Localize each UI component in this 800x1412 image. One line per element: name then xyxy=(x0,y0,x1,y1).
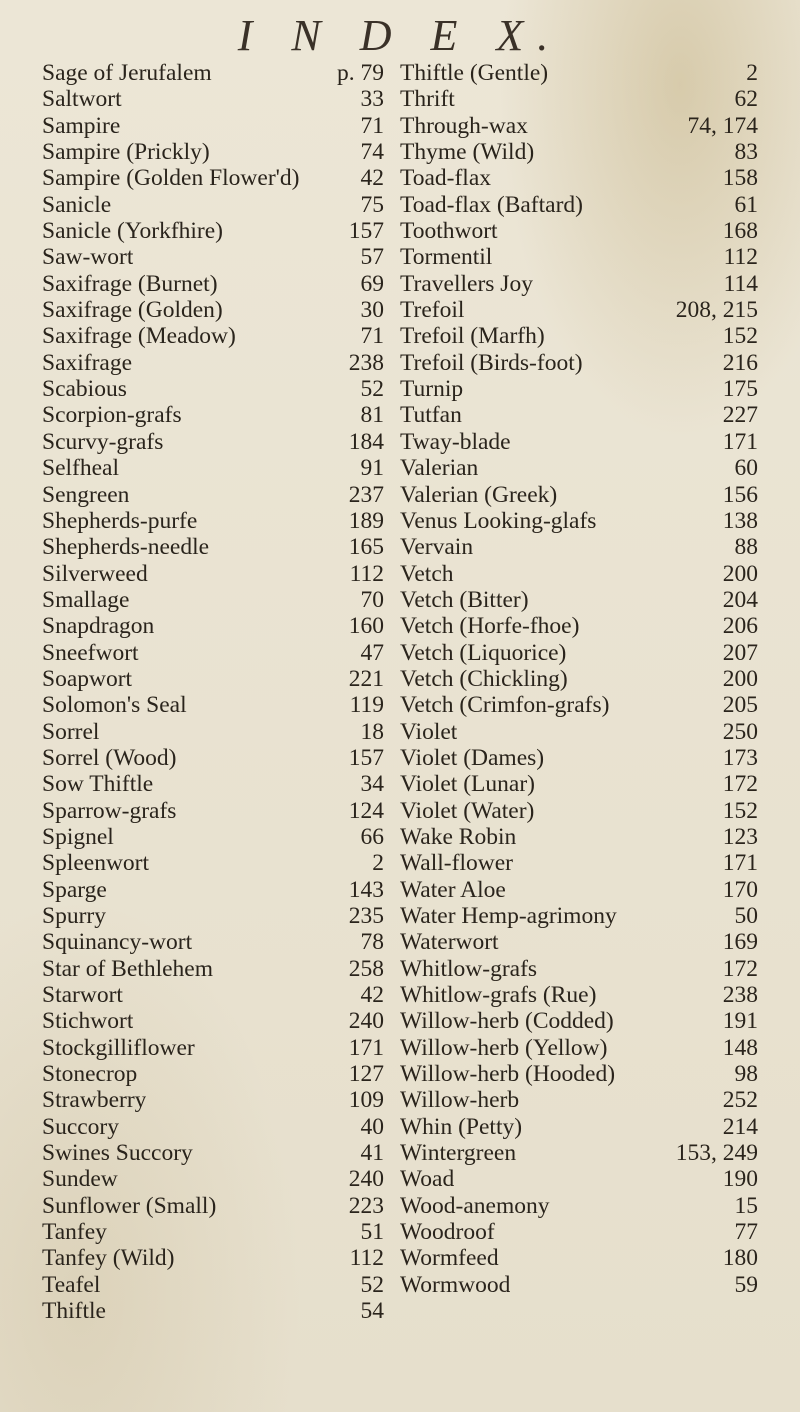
entry-term: Willow-herb (Yellow) xyxy=(400,1034,608,1061)
entry-term: Through-wax xyxy=(400,112,528,139)
index-entry xyxy=(400,376,758,402)
index-entry xyxy=(42,1114,384,1140)
entry-page-number: 59 xyxy=(734,1271,758,1298)
index-entry xyxy=(42,271,384,297)
entry-page-number: 33 xyxy=(360,86,384,113)
entry-term: Selfheal xyxy=(42,455,119,482)
index-entry xyxy=(42,244,384,270)
entry-page-number: 52 xyxy=(360,1271,384,1298)
index-entry xyxy=(400,929,758,955)
entry-term: Travellers Joy xyxy=(400,270,533,297)
entry-page-number: 41 xyxy=(360,1140,384,1167)
entry-page-number: 78 xyxy=(360,929,384,956)
index-entry xyxy=(400,745,758,771)
entry-term: Saltwort xyxy=(42,86,122,113)
entry-page-number: 143 xyxy=(348,876,384,903)
entry-page-number: 207 xyxy=(722,639,758,666)
entry-term: Shepherds-purfe xyxy=(42,507,198,534)
entry-page-number: 157 xyxy=(348,218,384,245)
index-entry xyxy=(42,587,384,613)
entry-page-number: 169 xyxy=(722,929,758,956)
entry-term: Sanicle xyxy=(42,191,112,218)
index-entry xyxy=(400,771,758,797)
entry-page-number: 124 xyxy=(348,797,384,824)
entry-term: Sundew xyxy=(42,1166,118,1193)
entry-term: Sampire (Prickly) xyxy=(42,139,210,166)
index-entry xyxy=(400,613,758,639)
index-entry xyxy=(42,60,384,86)
index-entry xyxy=(400,1114,758,1140)
entry-page-number: 109 xyxy=(348,1087,384,1114)
entry-term: Squinancy-wort xyxy=(42,929,193,956)
entry-term: Solomon's Seal xyxy=(42,692,187,719)
entry-term: Shepherds-needle xyxy=(42,534,210,561)
index-entry xyxy=(400,482,758,508)
entry-page-number: 34 xyxy=(360,771,384,798)
entry-term: Wintergreen xyxy=(400,1140,517,1167)
index-entry xyxy=(42,613,384,639)
index-entry xyxy=(42,402,384,428)
entry-page-number: 77 xyxy=(734,1219,758,1246)
entry-page-number: p. 79 xyxy=(337,60,384,86)
entry-term: Sunflower (Small) xyxy=(42,1192,217,1219)
entry-page-number: 153, 249 xyxy=(675,1140,758,1167)
entry-page-number: 200 xyxy=(722,665,758,692)
index-entry xyxy=(42,323,384,349)
entry-term: Scorpion-grafs xyxy=(42,402,182,429)
index-entry xyxy=(42,482,384,508)
entry-page-number: 148 xyxy=(722,1034,758,1061)
entry-page-number: 172 xyxy=(722,955,758,982)
entry-page-number: 75 xyxy=(360,191,384,218)
index-entry xyxy=(400,850,758,876)
index-column-right xyxy=(400,60,758,1298)
entry-term: Soapwort xyxy=(42,665,133,692)
entry-term: Water Aloe xyxy=(400,876,506,903)
index-entry xyxy=(42,692,384,718)
entry-term: Tormentil xyxy=(400,244,493,271)
index-entry xyxy=(400,455,758,481)
entry-page-number: 200 xyxy=(722,560,758,587)
entry-term: Willow-herb (Codded) xyxy=(400,1008,614,1035)
index-entry xyxy=(42,956,384,982)
index-entry xyxy=(400,60,758,86)
entry-term: Wormfeed xyxy=(400,1245,499,1272)
entry-page-number: 171 xyxy=(722,850,758,877)
entry-page-number: 171 xyxy=(348,1034,384,1061)
entry-page-number: 252 xyxy=(722,1087,758,1114)
entry-term: Swines Succory xyxy=(42,1140,193,1167)
entry-term: Valerian xyxy=(400,455,479,482)
entry-page-number: 61 xyxy=(734,191,758,218)
entry-term: Vetch (Chickling) xyxy=(400,665,568,692)
entry-page-number: 69 xyxy=(360,270,384,297)
entry-page-number: 237 xyxy=(348,481,384,508)
entry-term: Willow-herb xyxy=(400,1087,520,1114)
index-entry xyxy=(400,982,758,1008)
entry-term: Sparge xyxy=(42,876,107,903)
entry-term: Spleenwort xyxy=(42,850,150,877)
entry-term: Sorrel xyxy=(42,718,100,745)
entry-term: Teafel xyxy=(42,1271,101,1298)
entry-page-number: 60 xyxy=(734,455,758,482)
index-entry xyxy=(400,271,758,297)
index-entry xyxy=(400,86,758,112)
entry-page-number: 216 xyxy=(722,349,758,376)
entry-term: Vetch xyxy=(400,560,454,587)
entry-page-number: 81 xyxy=(360,402,384,429)
entry-term: Snapdragon xyxy=(42,613,155,640)
entry-page-number: 42 xyxy=(360,982,384,1009)
entry-page-number: 180 xyxy=(722,1245,758,1272)
entry-page-number: 189 xyxy=(348,507,384,534)
entry-page-number: 112 xyxy=(349,1245,384,1272)
index-entry xyxy=(400,323,758,349)
entry-term: Sneefwort xyxy=(42,639,139,666)
index-entry xyxy=(400,640,758,666)
entry-term: Woodroof xyxy=(400,1219,495,1246)
entry-page-number: 74 xyxy=(360,139,384,166)
entry-page-number: 98 xyxy=(734,1061,758,1088)
entry-page-number: 238 xyxy=(722,982,758,1009)
entry-term: Sage of Jerufalem xyxy=(42,60,212,86)
index-entry xyxy=(42,1035,384,1061)
entry-term: Turnip xyxy=(400,376,464,403)
entry-page-number: 172 xyxy=(722,771,758,798)
entry-page-number: 206 xyxy=(722,613,758,640)
index-entry xyxy=(42,1193,384,1219)
entry-page-number: 112 xyxy=(723,244,758,271)
index-entry xyxy=(42,666,384,692)
entry-page-number: 204 xyxy=(722,586,758,613)
index-entry xyxy=(42,429,384,455)
entry-page-number: 238 xyxy=(348,349,384,376)
entry-page-number: 235 xyxy=(348,903,384,929)
index-entry xyxy=(400,165,758,191)
index-entry xyxy=(400,534,758,560)
entry-page-number: 223 xyxy=(348,1192,384,1219)
index-entry xyxy=(42,218,384,244)
entry-page-number: 184 xyxy=(348,428,384,455)
entry-term: Willow-herb (Hooded) xyxy=(400,1061,616,1088)
entry-page-number: 40 xyxy=(360,1113,384,1140)
entry-term: Smallage xyxy=(42,586,130,613)
index-entry xyxy=(400,1272,758,1298)
entry-term: Violet (Water) xyxy=(400,797,535,824)
index-entry xyxy=(42,455,384,481)
entry-page-number: 205 xyxy=(722,692,758,719)
entry-page-number: 152 xyxy=(722,797,758,824)
entry-page-number: 190 xyxy=(722,1166,758,1193)
entry-page-number: 83 xyxy=(734,139,758,166)
entry-page-number: 208, 215 xyxy=(675,297,758,324)
entry-term: Valerian (Greek) xyxy=(400,481,558,508)
index-entry xyxy=(400,903,758,929)
index-entry xyxy=(400,587,758,613)
index-entry xyxy=(42,745,384,771)
entry-page-number: 157 xyxy=(348,744,384,771)
entry-term: Thiftle xyxy=(42,1298,106,1325)
index-entry xyxy=(42,877,384,903)
entry-term: Strawberry xyxy=(42,1087,147,1114)
index-entry xyxy=(400,666,758,692)
entry-term: Tanfey xyxy=(42,1219,107,1246)
entry-term: Stichwort xyxy=(42,1008,134,1035)
entry-term: Violet xyxy=(400,718,458,745)
index-entry xyxy=(400,192,758,218)
index-entry xyxy=(42,798,384,824)
entry-page-number: 156 xyxy=(722,481,758,508)
entry-term: Whitlow-grafs (Rue) xyxy=(400,982,597,1009)
index-entry xyxy=(42,1140,384,1166)
entry-term: Stonecrop xyxy=(42,1061,138,1088)
entry-term: Thrift xyxy=(400,86,455,113)
entry-page-number: 2 xyxy=(746,60,758,86)
entry-term: Sengreen xyxy=(42,481,130,508)
index-entry xyxy=(42,719,384,745)
entry-term: Wood-anemony xyxy=(400,1192,550,1219)
entry-page-number: 138 xyxy=(722,507,758,534)
index-entry xyxy=(42,534,384,560)
entry-term: Wall-flower xyxy=(400,850,513,877)
entry-page-number: 127 xyxy=(348,1061,384,1088)
entry-page-number: 114 xyxy=(723,270,758,297)
entry-term: Waterwort xyxy=(400,929,499,956)
index-column-left xyxy=(42,60,384,1325)
entry-page-number: 18 xyxy=(360,718,384,745)
index-entry xyxy=(42,508,384,534)
index-entry xyxy=(400,297,758,323)
entry-page-number: 170 xyxy=(722,876,758,903)
entry-term: Spurry xyxy=(42,903,106,929)
index-entry xyxy=(42,86,384,112)
entry-term: Violet (Dames) xyxy=(400,744,545,771)
entry-term: Vetch (Crimfon-grafs) xyxy=(400,692,610,719)
index-entry xyxy=(400,719,758,745)
index-entry xyxy=(400,1193,758,1219)
entry-page-number: 112 xyxy=(349,560,384,587)
entry-term: Succory xyxy=(42,1113,120,1140)
entry-term: Star of Bethlehem xyxy=(42,955,213,982)
entry-page-number: 70 xyxy=(360,586,384,613)
entry-page-number: 66 xyxy=(360,823,384,850)
index-entry xyxy=(42,929,384,955)
entry-page-number: 50 xyxy=(734,903,758,929)
index-entry xyxy=(42,982,384,1008)
entry-term: Spignel xyxy=(42,823,114,850)
index-entry xyxy=(42,113,384,139)
entry-page-number: 15 xyxy=(734,1192,758,1219)
index-entry xyxy=(42,640,384,666)
index-entry xyxy=(400,956,758,982)
entry-term: Toad-flax (Baftard) xyxy=(400,191,583,218)
entry-term: Wake Robin xyxy=(400,823,517,850)
entry-term: Wormwood xyxy=(400,1271,511,1298)
entry-page-number: 250 xyxy=(722,718,758,745)
entry-page-number: 57 xyxy=(360,244,384,271)
entry-page-number: 2 xyxy=(372,850,384,877)
entry-page-number: 88 xyxy=(734,534,758,561)
index-entry xyxy=(400,402,758,428)
entry-term: Vervain xyxy=(400,534,474,561)
index-entry xyxy=(42,1245,384,1271)
entry-page-number: 30 xyxy=(360,297,384,324)
entry-page-number: 52 xyxy=(360,376,384,403)
entry-term: Trefoil (Marfh) xyxy=(400,323,545,350)
index-entry xyxy=(42,297,384,323)
entry-term: Trefoil (Birds-foot) xyxy=(400,349,583,376)
entry-page-number: 47 xyxy=(360,639,384,666)
index-entry xyxy=(42,1219,384,1245)
entry-page-number: 191 xyxy=(722,1008,758,1035)
entry-term: Woad xyxy=(400,1166,455,1193)
entry-term: Vetch (Horfe-fhoe) xyxy=(400,613,580,640)
index-entry xyxy=(400,1035,758,1061)
entry-page-number: 258 xyxy=(348,955,384,982)
index-entry xyxy=(42,1272,384,1298)
entry-page-number: 123 xyxy=(722,823,758,850)
entry-page-number: 42 xyxy=(360,165,384,192)
index-entry xyxy=(400,877,758,903)
entry-term: Tanfey (Wild) xyxy=(42,1245,175,1272)
entry-page-number: 54 xyxy=(360,1298,384,1325)
entry-term: Saxifrage xyxy=(42,349,133,376)
entry-term: Saxifrage (Golden) xyxy=(42,297,223,324)
entry-term: Silverweed xyxy=(42,560,148,587)
entry-term: Thyme (Wild) xyxy=(400,139,535,166)
entry-page-number: 51 xyxy=(360,1219,384,1246)
index-entry xyxy=(42,850,384,876)
index-entry xyxy=(42,771,384,797)
index-entry xyxy=(400,1061,758,1087)
index-entry xyxy=(42,165,384,191)
entry-page-number: 91 xyxy=(360,455,384,482)
index-entry xyxy=(42,903,384,929)
entry-page-number: 168 xyxy=(722,218,758,245)
index-entry xyxy=(400,1245,758,1271)
entry-term: Whitlow-grafs xyxy=(400,955,538,982)
index-entry xyxy=(400,218,758,244)
index-entry xyxy=(400,798,758,824)
entry-term: Vetch (Bitter) xyxy=(400,586,529,613)
index-entry xyxy=(400,561,758,587)
entry-page-number: 240 xyxy=(348,1166,384,1193)
index-entry xyxy=(42,1087,384,1113)
index-entry xyxy=(42,350,384,376)
entry-page-number: 221 xyxy=(348,665,384,692)
entry-term: Saxifrage (Burnet) xyxy=(42,270,218,297)
index-entry xyxy=(42,1061,384,1087)
index-entry xyxy=(400,692,758,718)
index-entry xyxy=(400,244,758,270)
entry-term: Tway-blade xyxy=(400,428,511,455)
entry-page-number: 171 xyxy=(722,428,758,455)
entry-term: Violet (Lunar) xyxy=(400,771,535,798)
entry-page-number: 160 xyxy=(348,613,384,640)
index-entry xyxy=(42,824,384,850)
index-entry xyxy=(42,1298,384,1324)
entry-page-number: 71 xyxy=(360,323,384,350)
index-entry xyxy=(400,139,758,165)
entry-term: Sanicle (Yorkfhire) xyxy=(42,218,224,245)
index-entry xyxy=(400,1087,758,1113)
entry-term: Tutfan xyxy=(400,402,462,429)
entry-page-number: 152 xyxy=(722,323,758,350)
index-entry xyxy=(42,192,384,218)
entry-page-number: 74, 174 xyxy=(687,112,758,139)
entry-term: Scabious xyxy=(42,376,127,403)
page-header: I N D E X. xyxy=(237,11,563,60)
entry-term: Starwort xyxy=(42,982,123,1009)
entry-term: Saw-wort xyxy=(42,244,134,271)
entry-page-number: 71 xyxy=(360,112,384,139)
entry-term: Vetch (Liquorice) xyxy=(400,639,567,666)
index-entry xyxy=(400,508,758,534)
index-entry xyxy=(400,1140,758,1166)
index-entry xyxy=(400,1219,758,1245)
entry-term: Trefoil xyxy=(400,297,465,324)
entry-page-number: 175 xyxy=(722,376,758,403)
entry-page-number: 227 xyxy=(722,402,758,429)
index-entry xyxy=(400,350,758,376)
entry-page-number: 158 xyxy=(722,165,758,192)
index-entry xyxy=(400,113,758,139)
entry-term: Saxifrage (Meadow) xyxy=(42,323,236,350)
entry-term: Sampire xyxy=(42,112,121,139)
entry-term: Venus Looking-glafs xyxy=(400,507,597,534)
index-entry xyxy=(42,139,384,165)
entry-term: Whin (Petty) xyxy=(400,1113,523,1140)
index-entry xyxy=(400,824,758,850)
entry-page-number: 173 xyxy=(722,744,758,771)
entry-page-number: 240 xyxy=(348,1008,384,1035)
entry-term: Sow Thiftle xyxy=(42,771,154,798)
entry-term: Sparrow-grafs xyxy=(42,797,177,824)
entry-term: Stockgilliflower xyxy=(42,1034,195,1061)
entry-page-number: 119 xyxy=(349,692,384,719)
index-entry xyxy=(400,1008,758,1034)
entry-term: Sampire (Golden Flower'd) xyxy=(42,165,300,192)
index-entry xyxy=(400,1166,758,1192)
index-entry xyxy=(400,429,758,455)
entry-page-number: 62 xyxy=(734,86,758,113)
index-entry xyxy=(42,1008,384,1034)
index-entry xyxy=(42,1166,384,1192)
entry-term: Sorrel (Wood) xyxy=(42,744,177,771)
index-entry xyxy=(42,561,384,587)
entry-page-number: 214 xyxy=(722,1113,758,1140)
entry-term: Toad-flax xyxy=(400,165,492,192)
entry-page-number: 165 xyxy=(348,534,384,561)
entry-term: Water Hemp-agrimony xyxy=(400,903,617,929)
entry-term: Toothwort xyxy=(400,218,498,245)
index-entry xyxy=(42,376,384,402)
entry-term: Scurvy-grafs xyxy=(42,428,164,455)
entry-term: Thiftle (Gentle) xyxy=(400,60,549,86)
